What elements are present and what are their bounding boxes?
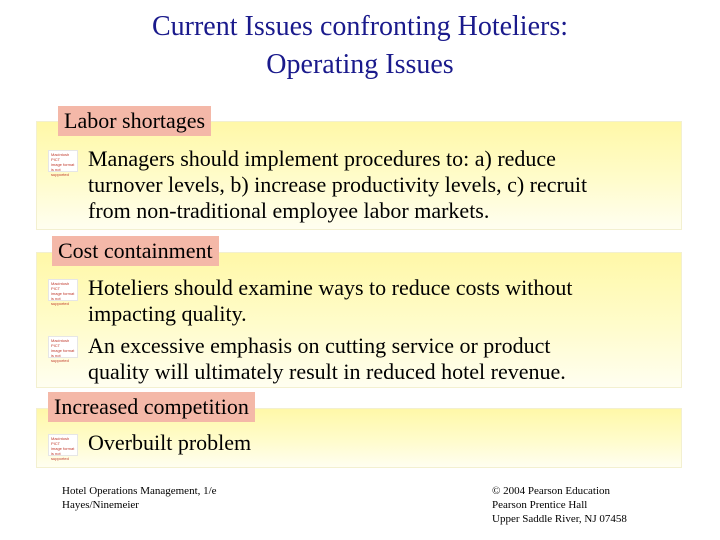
slide-title-line-1: Current Issues confronting Hoteliers: [151, 11, 569, 42]
missing-image-icon: Macintosh PICT image format is not supported [48, 434, 78, 456]
slide-title-line-2: Operating Issues [266, 49, 454, 80]
slide-title [0, 8, 720, 84]
missing-image-icon: Macintosh PICT image format is not supported [48, 279, 78, 301]
labor-shortages-tag: Labor shortages [58, 106, 211, 136]
increased-competition-bullet-1: Overbuilt problem [88, 430, 252, 455]
cost-containment-bullet-1: Hoteliers should examine ways to reduce costs without impacting quality. [88, 275, 573, 326]
cost-containment-tag: Cost containment [52, 236, 219, 266]
missing-image-icon: Macintosh PICT image format is not supported [48, 150, 78, 172]
missing-image-icon: Macintosh PICT image format is not supported [48, 336, 78, 358]
footer-book-info: Hotel Operations Management, 1/e Hayes/Ninemeier [62, 485, 217, 511]
cost-containment-bullet-2: An excessive emphasis on cutting service or product quality will ultimately result in reduced hotel revenue. [88, 333, 566, 384]
increased-competition-tag: Increased competition [48, 392, 255, 422]
footer-copyright: © 2004 Pearson Education Pearson Prentice Hall Upper Saddle River, NJ 07458 [492, 485, 627, 525]
labor-shortages-bullet-1: Managers should implement procedures to: a) reduce turnover levels, b) increase productivity levels, c) recruit from non-traditional employee labor markets. [88, 146, 588, 223]
